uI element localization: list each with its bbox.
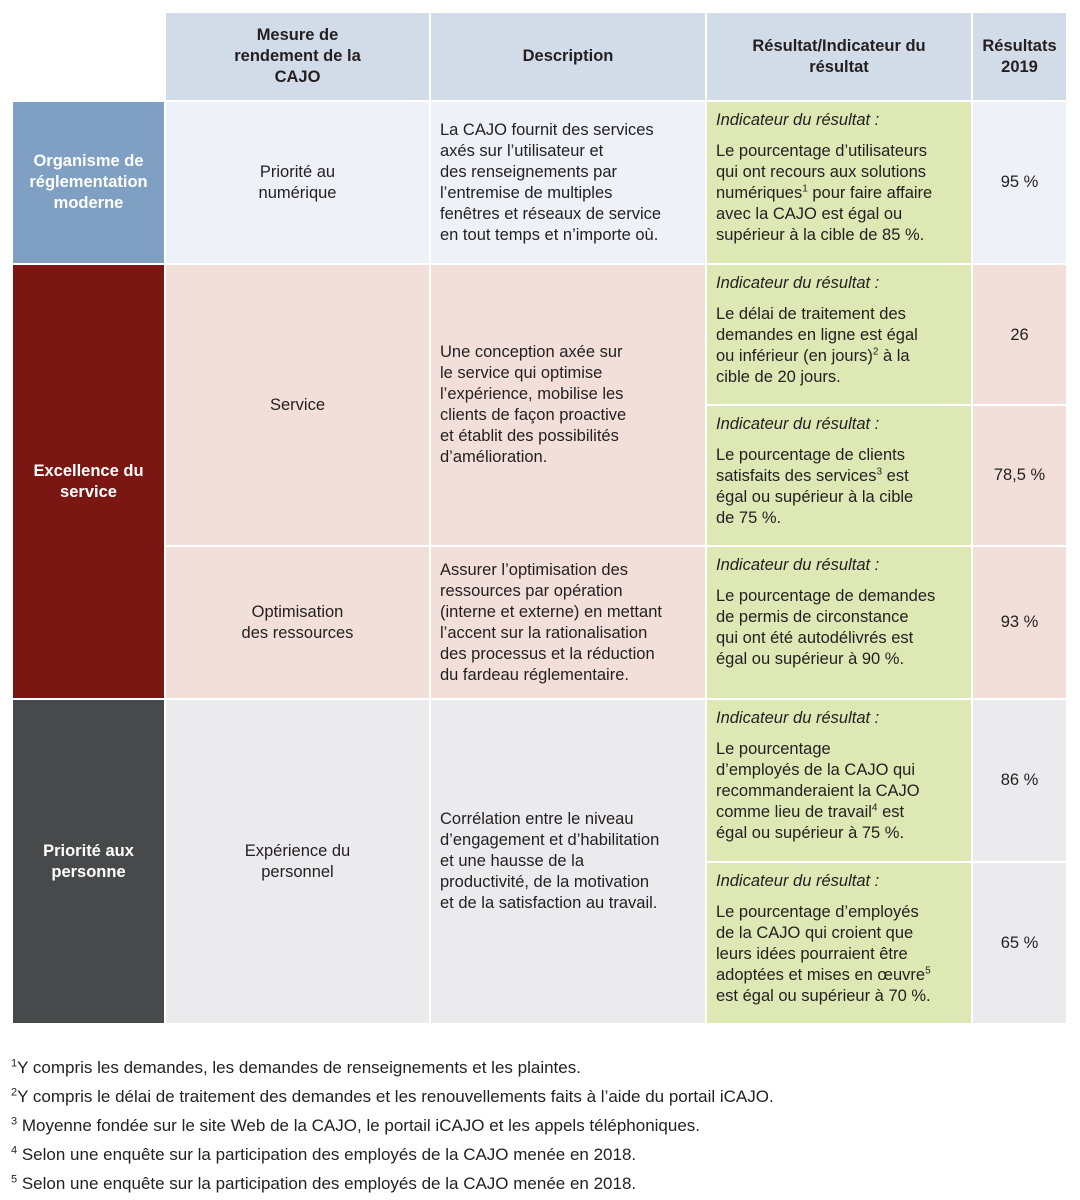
header-measure-line: rendement de la bbox=[234, 47, 361, 65]
pillar-line: Excellence du bbox=[33, 461, 144, 480]
indicator-line: leurs idées pourraient être bbox=[716, 945, 908, 963]
indicator-line: égal ou supérieur à 90 %. bbox=[716, 650, 905, 668]
header-result-line: résultat bbox=[809, 57, 869, 76]
footnote bbox=[11, 1173, 636, 1195]
description-line: d’amélioration. bbox=[440, 448, 548, 466]
footnote-num: 2 bbox=[11, 1086, 18, 1099]
measure-resource-optimization bbox=[166, 547, 429, 698]
footnote-text: Moyenne fondée sur le site Web de la CAJO, le portail iCAJO et les appels téléphoniques. bbox=[17, 1116, 701, 1135]
description-line: l’accent sur la rationalisation bbox=[440, 623, 648, 642]
indicator-line: recommanderaient la CAJO bbox=[716, 782, 920, 800]
description-line: du fardeau réglementaire. bbox=[440, 665, 629, 684]
indicator-line: supérieur à la cible de 85 %. bbox=[716, 226, 925, 244]
pillar-line: Priorité aux bbox=[43, 841, 134, 860]
description-staff-experience bbox=[431, 700, 705, 1023]
indicator-line: Le pourcentage bbox=[716, 740, 831, 758]
indicator-line: égal ou supérieur à 75 %. bbox=[716, 824, 905, 842]
measure-line: Service bbox=[269, 395, 326, 414]
description-line: l’entremise de multiples bbox=[440, 183, 613, 202]
indicator-line: avec la CAJO est égal ou bbox=[716, 205, 903, 223]
description-line: clients de façon proactive bbox=[440, 406, 627, 424]
description-line: et établit des possibilités bbox=[440, 427, 619, 445]
footnote-ref: 2 bbox=[872, 346, 879, 358]
indicator-line: qui ont recours aux solutions bbox=[716, 163, 927, 181]
header-measure-line: Mesure de bbox=[256, 26, 339, 44]
description-line: d’engagement et d’habilitation bbox=[440, 831, 660, 849]
description-digital-priority bbox=[431, 102, 705, 263]
footnote bbox=[11, 1144, 636, 1166]
footnote-ref: 5 bbox=[925, 965, 931, 977]
indicator-label: Indicateur du résultat : bbox=[716, 872, 880, 890]
footnote-text: Y compris le délai de traitement des demandes et les renouvellements faits à l’aide du portail iCAJO. bbox=[17, 1087, 774, 1106]
header-results-line: 2019 bbox=[1001, 57, 1038, 76]
footnote-ref: 4 bbox=[871, 802, 878, 814]
indicator-line: est bbox=[886, 467, 909, 485]
description-line: Assurer l’optimisation des bbox=[440, 560, 628, 579]
indicator-line: d’employés de la CAJO qui bbox=[716, 761, 916, 779]
measure-line: Optimisation bbox=[251, 602, 344, 621]
header-results-2019 bbox=[973, 13, 1066, 100]
measure-line: numérique bbox=[258, 183, 337, 202]
footnote bbox=[11, 1115, 700, 1137]
pillar-modern-regulator bbox=[13, 102, 164, 263]
result-value: 26 bbox=[973, 265, 1066, 404]
indicator-line: de permis de circonstance bbox=[716, 608, 909, 626]
description-line: (interne et externe) en mettant bbox=[440, 602, 662, 621]
result-value: 93 % bbox=[973, 547, 1066, 698]
description-line: La CAJO fournit des services bbox=[440, 120, 654, 139]
description-resource-optimization bbox=[431, 547, 705, 698]
indicator-permits bbox=[707, 547, 971, 698]
description-line: en tout temps et n’importe où. bbox=[440, 225, 659, 244]
description-line: ressources par opération bbox=[440, 581, 623, 600]
pillar-line: Organisme de bbox=[33, 152, 144, 170]
indicator-line: adoptées et mises en œuvre bbox=[716, 966, 926, 984]
result-value: 65 % bbox=[973, 863, 1066, 1023]
header-result-line: Résultat/Indicateur du bbox=[752, 36, 926, 55]
footnote-text: Selon une enquête sur la participation des employés de la CAJO menée en 2018. bbox=[17, 1145, 637, 1164]
header-result bbox=[707, 13, 971, 100]
pillar-people-priority bbox=[13, 700, 164, 1023]
header-description-text: Description bbox=[522, 47, 614, 65]
indicator-line: comme lieu de travail bbox=[716, 803, 872, 821]
footnote-ref: 1 bbox=[802, 183, 808, 195]
footnote bbox=[11, 1086, 774, 1108]
pillar-service-excellence bbox=[13, 265, 164, 698]
description-service bbox=[431, 265, 705, 545]
footnote-num: 4 bbox=[11, 1144, 18, 1157]
description-line: productivité, de la motivation bbox=[440, 873, 650, 891]
indicator-label: Indicateur du résultat : bbox=[716, 556, 880, 574]
indicator-processing-time bbox=[707, 265, 971, 404]
indicator-line: Le pourcentage d’employés bbox=[716, 903, 919, 921]
result-value: 78,5 % bbox=[973, 406, 1066, 545]
description-line: des processus et la réduction bbox=[440, 644, 655, 663]
indicator-client-satisfaction bbox=[707, 406, 971, 545]
footnote-ref: 3 bbox=[876, 466, 883, 478]
indicator-line: Le délai de traitement des bbox=[716, 305, 906, 323]
indicator-line: est égal ou supérieur à 70 %. bbox=[716, 987, 931, 1005]
indicator-line: de la CAJO qui croient que bbox=[716, 924, 914, 942]
description-line: l’expérience, mobilise les bbox=[440, 385, 624, 403]
header-measure bbox=[166, 13, 429, 100]
indicator-line: cible de 20 jours. bbox=[716, 368, 841, 386]
pillar-line: moderne bbox=[53, 194, 124, 212]
indicator-line: égal ou supérieur à la cible bbox=[716, 488, 914, 506]
measure-line: Expérience du bbox=[244, 841, 351, 860]
indicator-line: satisfaits des services bbox=[716, 467, 877, 485]
header-description bbox=[431, 13, 705, 100]
footnote-num: 3 bbox=[11, 1115, 18, 1128]
description-line: axés sur l’utilisateur et bbox=[440, 141, 604, 160]
indicator-line: Le pourcentage d’utilisateurs bbox=[716, 142, 927, 160]
footnote-num: 5 bbox=[11, 1173, 18, 1186]
pillar-line: réglementation bbox=[29, 173, 148, 191]
measure-line: personnel bbox=[261, 862, 334, 881]
description-line: et une hausse de la bbox=[440, 852, 585, 870]
indicator-line: à la bbox=[882, 347, 910, 365]
description-line: fenêtres et réseaux de service bbox=[440, 204, 662, 223]
pillar-line: personne bbox=[51, 862, 126, 881]
description-line: et de la satisfaction au travail. bbox=[440, 894, 658, 912]
description-line: Corrélation entre le niveau bbox=[440, 810, 634, 828]
indicator-label: Indicateur du résultat : bbox=[716, 274, 880, 292]
result-value: 86 % bbox=[973, 700, 1066, 861]
indicator-line: numériques bbox=[716, 184, 803, 202]
pillar-line: service bbox=[60, 482, 117, 501]
footnote-num: 1 bbox=[11, 1057, 18, 1070]
indicator-line: Le pourcentage de demandes bbox=[716, 587, 936, 605]
measure-service bbox=[166, 265, 429, 545]
result-value: 95 % bbox=[973, 102, 1066, 263]
footnote bbox=[11, 1057, 581, 1079]
indicator-line: ou inférieur (en jours) bbox=[716, 347, 873, 365]
footnote-text: Y compris les demandes, les demandes de renseignements et les plaintes. bbox=[17, 1058, 581, 1077]
indicator-employee-recommend bbox=[707, 700, 971, 861]
measure-line: des ressources bbox=[241, 623, 354, 642]
measure-staff-experience bbox=[166, 700, 429, 1023]
header-measure-line: CAJO bbox=[274, 68, 321, 86]
description-line: des renseignements par bbox=[440, 162, 618, 181]
indicator-label: Indicateur du résultat : bbox=[716, 111, 880, 129]
measure-line: Priorité au bbox=[259, 162, 336, 181]
description-line: Une conception axée sur bbox=[440, 343, 623, 361]
indicator-line: de 75 %. bbox=[716, 509, 782, 527]
indicator-label: Indicateur du résultat : bbox=[716, 709, 880, 727]
indicator-line: Le pourcentage de clients bbox=[716, 446, 905, 464]
header-results-line: Résultats bbox=[982, 36, 1057, 55]
description-line: le service qui optimise bbox=[440, 364, 603, 382]
indicator-employee-ideas bbox=[707, 863, 971, 1023]
indicator-line: qui ont été autodélivrés est bbox=[716, 629, 914, 647]
indicator-label: Indicateur du résultat : bbox=[716, 415, 880, 433]
indicator-line: demandes en ligne est égal bbox=[716, 326, 918, 344]
indicator-digital-users bbox=[707, 102, 971, 263]
indicator-line: est bbox=[882, 803, 905, 821]
measure-digital-priority bbox=[166, 102, 429, 263]
indicator-line: pour faire affaire bbox=[812, 184, 933, 202]
footnote-text: Selon une enquête sur la participation des employés de la CAJO menée en 2018. bbox=[17, 1174, 637, 1193]
